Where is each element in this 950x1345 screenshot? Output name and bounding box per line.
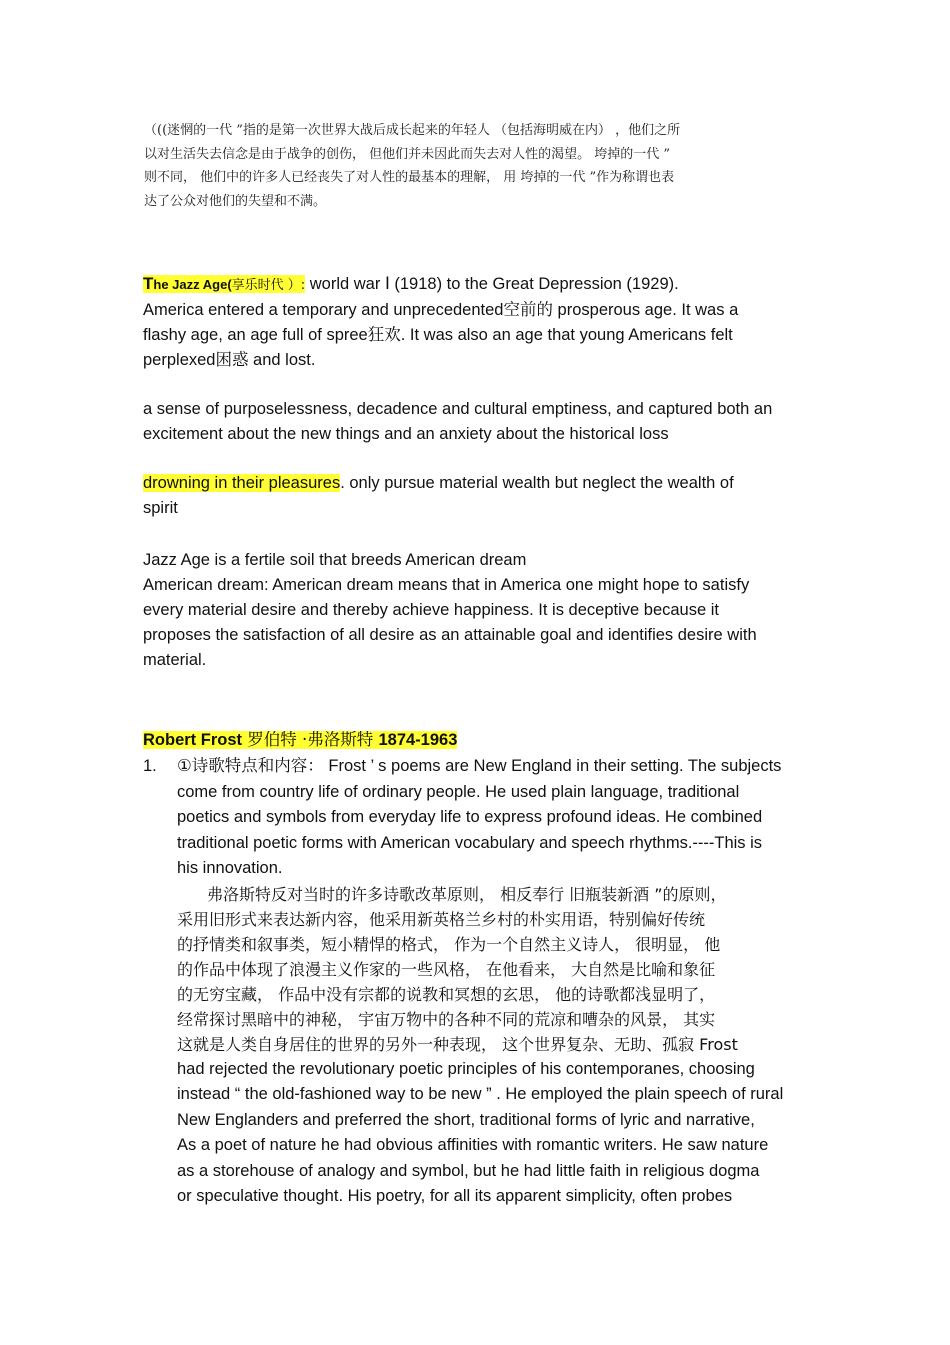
intro-paragraph — [144, 119, 824, 213]
dream-line: Jazz Age is a fertile soil that breeds American dream — [143, 551, 527, 569]
frost-zh-line: 这就是人类自身居住的世界的另外一种表现， 这个世界复杂、无助、孤寂 Frost — [177, 1034, 738, 1054]
jazz-age-line: America entered a temporary and unprecedented空前的 prosperous age. It was a — [143, 301, 739, 319]
frost-zh-line: 的抒情类和叙事类，短小精悍的格式， 作为一个自然主义诗人， 很明显， 他 — [177, 934, 721, 954]
american-dream-paragraph — [143, 548, 843, 673]
intro-line: 以对生活失去信念是由于战争的创伤， 但他们并未因此而失去对人性的渴望。 垮掉的一代 ” — [144, 146, 671, 162]
drowning-text: . only pursue material wealth but neglect the wealth of — [340, 474, 734, 492]
frost-zh-line: 采用旧形式来表达新内容，他采用新英格兰乡村的朴实用语，特别偏好传统 — [177, 909, 706, 929]
intro-line: 则不同， 他们中的许多人已经丧失了对人性的最基本的理解， 用 垮掉的一代 ”作为称谓也表 — [144, 170, 675, 185]
frost-zh-paragraph — [177, 882, 867, 1057]
jazz-age-paragraph — [143, 271, 843, 373]
sense-line: a sense of purposelessness, decadence and cultural emptiness, and captured both an — [143, 400, 773, 418]
list-number: 1. — [143, 757, 157, 775]
dream-line: American dream: American dream means that in America one might hope to satisfy — [143, 576, 750, 594]
frost-en-line: or speculative thought. His poetry, for all its apparent simplicity, often probes — [177, 1187, 733, 1205]
frost-heading-highlight — [143, 731, 457, 749]
intro-line: （((迷惘的一代 ”指的是第一次世界大战后成长起来的年轻人 （包括海明威在内） ，他们之所 — [144, 123, 681, 138]
jazz-age-heading — [143, 275, 305, 293]
jazz-age-text: world war Ⅰ (1918) to the Great Depression (1929). — [305, 275, 679, 293]
drowning-line: spirit — [143, 499, 178, 517]
jazz-age-line — [143, 271, 843, 298]
sense-paragraph — [143, 397, 843, 447]
heading-zh: 享乐时代 ）: — [231, 278, 306, 293]
frost-line: ①诗歌特点和内容： Frost ’ s poems are New England in their setting. The subjects — [177, 757, 782, 775]
frost-line: come from country life of ordinary people. He used plain language, traditional — [177, 782, 740, 801]
drowning-line — [143, 471, 843, 496]
intro-line: 达了公众对他们的失望和不满。 — [144, 193, 327, 209]
jazz-age-line: perplexed困惑 and lost. — [143, 351, 316, 369]
frost-en-line: As a poet of nature he had obvious affinities with romantic writers. He saw nature — [177, 1136, 769, 1154]
sense-line: excitement about the new things and an anxiety about the historical loss — [143, 425, 669, 443]
drowning-highlight: drowning in their pleasures — [143, 474, 341, 492]
dream-line: proposes the satisfaction of all desire as an attainable goal and identifies desire with — [143, 626, 757, 644]
dream-line: every material desire and thereby achieve happiness. It is deceptive because it — [143, 601, 719, 619]
dream-line: material. — [143, 651, 207, 669]
frost-line: traditional poetic forms with American vocabulary and speech rhythms.----This is — [177, 833, 763, 852]
jazz-age-line: flashy age, an age full of spree狂欢. It was also an age that young Americans felt — [143, 326, 733, 344]
frost-zh-line: 的无穷宝藏， 作品中没有宗都的说教和冥想的玄思， 他的诗歌都浅显明了， — [177, 984, 716, 1004]
heading-title: he Jazz Age( — [153, 277, 232, 292]
robert-frost-heading — [143, 727, 843, 753]
frost-en-line: as a storehouse of analogy and symbol, but he had little faith in religious dogma — [177, 1161, 760, 1180]
frost-heading-name: Robert Frost — [143, 731, 242, 749]
frost-heading-zh: 罗伯特 ·弗洛斯特 — [242, 730, 379, 749]
frost-en-line: had rejected the revolutionary poetic principles of his contemporanes, choosing — [177, 1059, 755, 1078]
frost-zh-line: 弗洛斯特反对当时的许多诗歌改革原则， 相反奉行 旧瓶装新酒 ”的原则， — [207, 884, 727, 904]
drowning-paragraph — [143, 471, 843, 521]
frost-list-item — [177, 754, 867, 1210]
frost-line: his innovation. — [177, 859, 283, 877]
frost-heading-years: 1874-1963 — [378, 731, 458, 749]
heading-initial: T — [143, 274, 154, 293]
frost-en-line: instead “ the old-fashioned way to be new ” . He employed the plain speech of rural — [177, 1085, 784, 1103]
frost-zh-line: 经常探讨黑暗中的神秘， 宇宙万物中的各种不同的荒凉和嘈杂的风景， 其实 — [177, 1009, 716, 1029]
frost-zh-line: 的作品中体现了浪漫主义作家的一些风格， 在他看来， 大自然是比喻和象征 — [177, 959, 716, 979]
frost-en-line: New Englanders and preferred the short, traditional forms of lyric and narrative, — [177, 1110, 755, 1129]
frost-line: poetics and symbols from everyday life to express profound ideas. He combined — [177, 808, 763, 826]
